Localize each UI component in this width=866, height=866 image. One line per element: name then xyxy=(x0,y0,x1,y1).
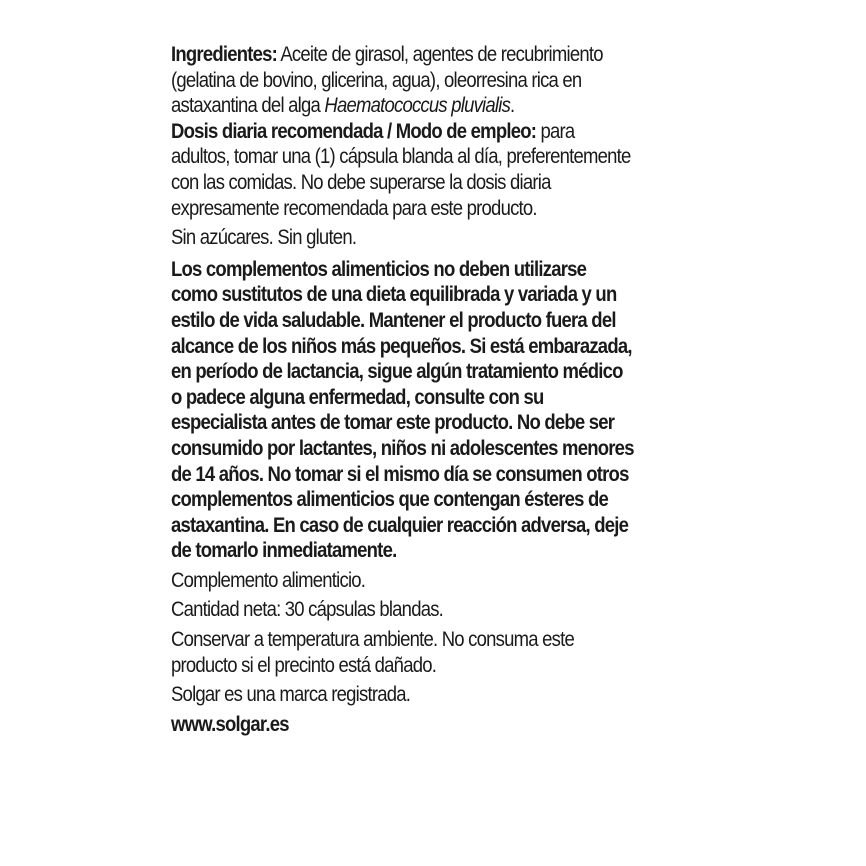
website-text[interactable]: www.solgar.es xyxy=(171,711,289,736)
website-link[interactable] xyxy=(171,712,635,738)
product-type-text: Complemento alimenticio. xyxy=(171,567,366,592)
dosage-paragraph xyxy=(171,119,635,221)
trademark-text: Solgar es una marca registrada. xyxy=(171,682,411,707)
dosage-text: para adultos, tomar una (1) cápsula blanda al día, preferentemente con las comidas. No debe superarse la dosis diaria expresamente recomendada para este producto. xyxy=(171,118,631,220)
storage-text: Conservar a temperatura ambiente. No consuma este producto si el precinto está dañado. xyxy=(171,627,574,677)
ingredients-species: Haematococcus pluvialis xyxy=(324,93,511,118)
ingredients-paragraph xyxy=(171,42,635,119)
ingredients-text: Aceite de girasol, agentes de recubrimiento (gelatina de bovino, glicerina, agua), oleorresina rica en astaxantina del alga xyxy=(171,42,603,118)
product-label-text xyxy=(171,42,635,737)
ingredients-heading: Ingredientes: xyxy=(171,42,278,66)
ingredients-end: . xyxy=(510,93,515,118)
net-quantity-text: Cantidad neta: 30 cápsulas blandas. xyxy=(171,597,444,622)
dosage-heading: Dosis diaria recomendada / Modo de empleo: xyxy=(171,118,537,143)
free-from-text: Sin azúcares. Sin gluten. xyxy=(171,225,357,250)
warning-text: Los complementos alimenticios no deben utilizarse como sustitutos de una dieta equilibrada y variada y un estilo de vida saludable. Mantener el producto fuera del alcance de los niños más pequeños. Si está embarazada, en período de lactancia, sigue algún tratamiento médico o padece alguna enfermedad, consulte con su especialista antes de tomar este producto. No debe ser consumido por lactantes, niños ni adolescentes menores de 14 años. No tomar si el mismo día se consumen otros complementos alimenticios que contengan ésteres de astaxantina. En caso de cualquier reacción adversa, deje de tomarlo inmediatamente. xyxy=(171,256,634,563)
